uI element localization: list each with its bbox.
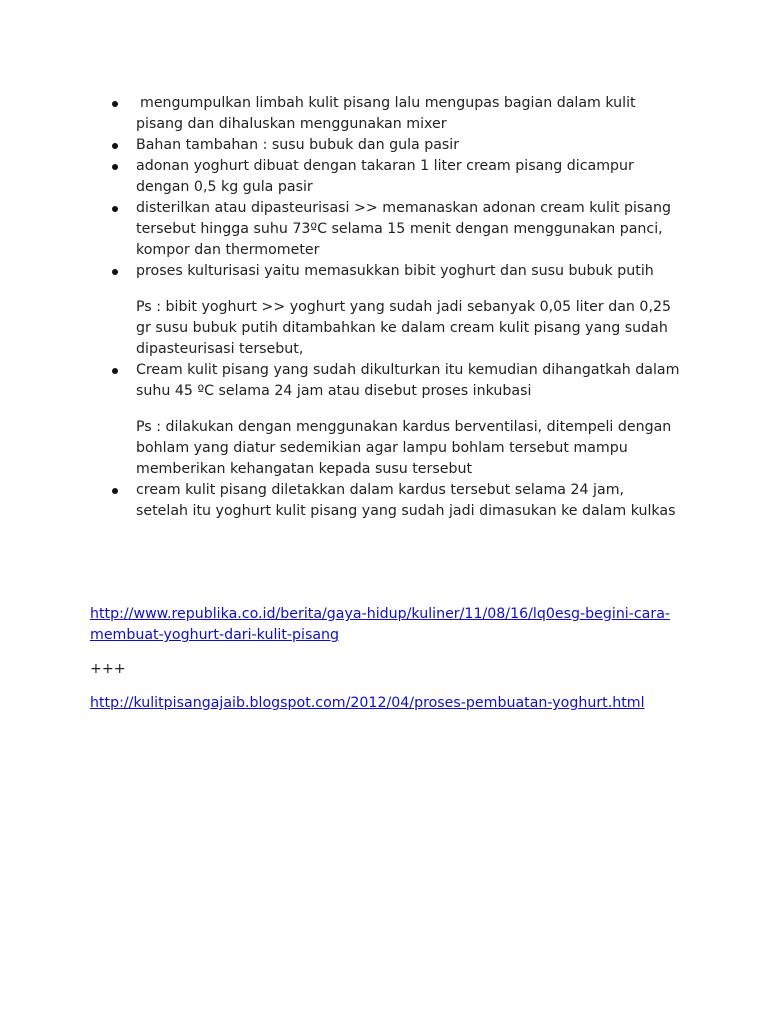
list-item-text: cream kulit pisang diletakkan dalam kardus tersebut selama 24 jam, setelah itu yoghurt kulit pisang yang sudah jadi dimasukan ke dalam kulkas bbox=[136, 482, 676, 519]
list-item-text: Cream kulit pisang yang sudah dikulturkan itu kemudian dihangatkah dalam suhu 45 ºC selama 24 jam atau disebut proses inkubasi bbox=[136, 362, 680, 399]
list-item-text: proses kulturisasi yaitu memasukkan bibit yoghurt dan susu bubuk putih bbox=[136, 263, 654, 279]
list-item-text: mengumpulkan limbah kulit pisang lalu mengupas bagian dalam kulit pisang dan dihaluskan menggunakan mixer bbox=[136, 95, 636, 132]
separator-text: +++ bbox=[90, 661, 126, 677]
list-item bbox=[90, 480, 680, 522]
reference-link-blogspot[interactable]: http://kulitpisangajaib.blogspot.com/2012/04/proses-pembuatan-yoghurt.html bbox=[90, 695, 645, 711]
list-item bbox=[90, 135, 680, 156]
references-section bbox=[90, 604, 680, 714]
bullet-icon bbox=[112, 143, 118, 149]
bullet-icon bbox=[112, 101, 118, 107]
bullet-icon bbox=[112, 488, 118, 494]
list-item bbox=[90, 261, 680, 360]
list-item-text: Bahan tambahan : susu bubuk dan gula pasir bbox=[136, 137, 460, 153]
ps-note: Ps : dilakukan dengan menggunakan kardus berventilasi, ditempeli dengan bohlam yang diatur sedemikian agar lampu bohlam tersebut mampu memberikan kehangatan kepada susu tersebut bbox=[136, 419, 672, 477]
list-item-text: disterilkan atau dipasteurisasi >> memanaskan adonan cream kulit pisang tersebut hingga suhu 73ºC selama 15 menit dengan menggunakan panci, kompor dan thermometer bbox=[136, 200, 671, 258]
reference-link-republika[interactable]: http://www.republika.co.id/berita/gaya-hidup/kuliner/11/08/16/lq0esg-begini-cara-membuat-yoghurt-dari-kulit-pisang bbox=[90, 606, 671, 643]
bullet-icon bbox=[112, 269, 118, 275]
bullet-icon bbox=[112, 164, 118, 170]
list-item bbox=[90, 93, 680, 135]
bullet-icon bbox=[112, 206, 118, 212]
process-bullet-list bbox=[90, 93, 680, 522]
list-item-text: adonan yoghurt dibuat dengan takaran 1 liter cream pisang dicampur dengan 0,5 kg gula pasir bbox=[136, 158, 634, 195]
list-item bbox=[90, 198, 680, 261]
list-item bbox=[90, 156, 680, 198]
ps-note: Ps : bibit yoghurt >> yoghurt yang sudah jadi sebanyak 0,05 liter dan 0,25 gr susu bubuk putih ditambahkan ke dalam cream kulit pisang yang sudah dipasteurisasi tersebut, bbox=[136, 299, 672, 357]
list-item bbox=[90, 360, 680, 480]
bullet-icon bbox=[112, 368, 118, 374]
